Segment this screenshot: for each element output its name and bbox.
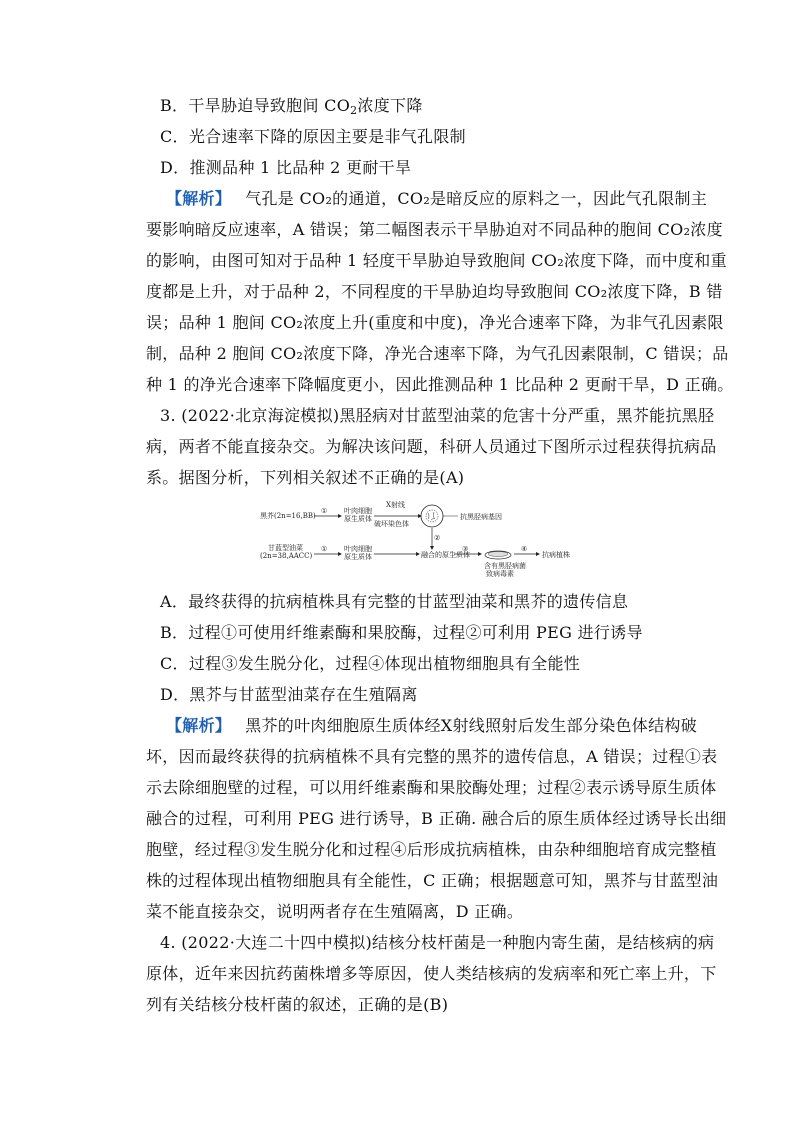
svg-text:叶肉细胞: 叶肉细胞 (344, 545, 372, 553)
option-d-q3: D．黑芥与甘蓝型油菜存在生殖隔离 (160, 685, 418, 704)
option-c-q3: C．过程③发生脱分化，过程④体现出植物细胞具有全能性 (160, 654, 581, 673)
svg-text:①: ① (321, 507, 328, 515)
analysis-line: 的影响，由图可知对于品种 1 轻度干旱胁迫导致胞间 CO₂浓度下降，而中度和重 (146, 251, 727, 270)
svg-text:②: ② (434, 534, 441, 542)
option-c-q2: C．光合速率下降的原因主要是非气孔限制 (160, 127, 466, 146)
analysis-line: 胞壁，经过程③发生脱分化和过程④后形成抗病植株，由杂种细胞培育成完整植 (146, 840, 717, 859)
question-4-line: 列有关结核分枝杆菌的叙述，正确的是(B) (146, 995, 449, 1014)
analysis-line: 误；品种 1 胞间 CO₂浓度上升(重度和中度)，净光合速率下降，为非气孔因素限 (146, 313, 724, 332)
svg-text:③: ③ (462, 545, 469, 553)
question-3-line: 系。据图分析，下列相关叙述不正确的是(A) (146, 468, 465, 487)
svg-text:原生质体: 原生质体 (344, 515, 372, 523)
question-3-line: 病，两者不能直接杂交。为解决该问题，科研人员通过下图所示过程获得抗病品 (146, 437, 717, 456)
svg-text:原生质体: 原生质体 (344, 553, 372, 561)
question-3-line: 3. (2022·北京海淀模拟)黑胫病对甘蓝型油菜的危害十分严重，黑芥能抗黑胫 (160, 406, 715, 425)
analysis-tag: 【解析】 (166, 716, 232, 735)
analysis-line: 菜不能直接杂交，说明两者存在生殖隔离，D 正确。 (146, 902, 524, 921)
analysis-line: 坏，因而最终获得的抗病植株不具有完整的黑芥的遗传信息，A 错误；过程①表 (146, 747, 718, 766)
option-a-q3: A．最终获得的抗病植株具有完整的甘蓝型油菜和黑芥的遗传信息 (160, 592, 629, 611)
analysis-line: 融合的过程，可利用 PEG 进行诱导，B 正确. 融合后的原生质体经过诱导长出细 (146, 809, 727, 828)
option-b-q2: B．干旱胁迫导致胞间 $CO_2$浓度下降 (160, 96, 423, 117)
svg-text:①: ① (321, 545, 328, 553)
svg-text:④: ④ (521, 545, 528, 553)
analysis-line: 【解析】 气孔是 CO₂的通道，CO₂是暗反应的原料之一，因此气孔限制主 (166, 189, 708, 208)
analysis-line: 要影响暗反应速率，A 错误；第二幅图表示干旱胁迫对不同品种的胞间 CO₂浓度 (146, 220, 723, 239)
protoplast-fusion-diagram (258, 500, 574, 580)
analysis-line: 种 1 的净光合速率下降幅度更小，因此推测品种 1 比品种 2 更耐干旱，D 正确。 (146, 375, 734, 394)
analysis-line: 制，品种 2 胞间 CO₂浓度下降，净光合速率下降，为气孔因素限制，C 错误；品 (146, 344, 729, 363)
analysis-line: 度都是上升，对于品种 2，不同程度的干旱胁迫均导致胞间 CO₂浓度下降，B 错 (146, 282, 723, 301)
svg-text:融合的原生质体: 融合的原生质体 (421, 551, 470, 559)
svg-text:(2n=38,AACC): (2n=38,AACC) (260, 552, 313, 560)
svg-text:致病毒素: 致病毒素 (486, 570, 514, 578)
svg-text:抗病植株: 抗病植株 (542, 551, 570, 559)
question-4-line: 原体，近年来因抗药菌株增多等原因，使人类结核病的发病率和死亡率上升，下 (146, 964, 717, 983)
option-d-q2: D．推测品种 1 比品种 2 更耐干旱 (160, 158, 412, 177)
svg-text:抗黑胫病基因: 抗黑胫病基因 (460, 513, 502, 521)
label-black-mustard: 黑芥(2n=16,BB) (260, 512, 316, 520)
option-b-q3: B．过程①可使用纤维素酶和果胶酶，过程②可利用 PEG 进行诱导 (160, 623, 643, 642)
svg-text:X射线: X射线 (386, 501, 405, 509)
svg-text:破坏染色体: 破坏染色体 (374, 520, 409, 528)
analysis-tag: 【解析】 (166, 189, 232, 208)
svg-text:含有黑胫病菌: 含有黑胫病菌 (484, 562, 526, 570)
cell-circle (421, 505, 443, 527)
question-4-line: 4. (2022·大连二十四中模拟)结核分枝杆菌是一种胞内寄生菌，是结核病的病 (160, 933, 715, 952)
analysis-line: 【解析】 黑芥的叶肉细胞原生质体经X射线照射后发生部分染色体结构破 (166, 716, 697, 735)
svg-text:甘蓝型油菜: 甘蓝型油菜 (268, 544, 303, 552)
analysis-line: 株的过程体现出植物细胞具有全能性，C 正确；根据题意可知，黑芥与甘蓝型油 (146, 871, 719, 890)
svg-text:叶肉细胞: 叶肉细胞 (344, 507, 372, 515)
analysis-line: 示去除细胞壁的过程，可以用纤维素酶和果胶酶处理；过程②表示诱导原生质体 (146, 778, 717, 797)
